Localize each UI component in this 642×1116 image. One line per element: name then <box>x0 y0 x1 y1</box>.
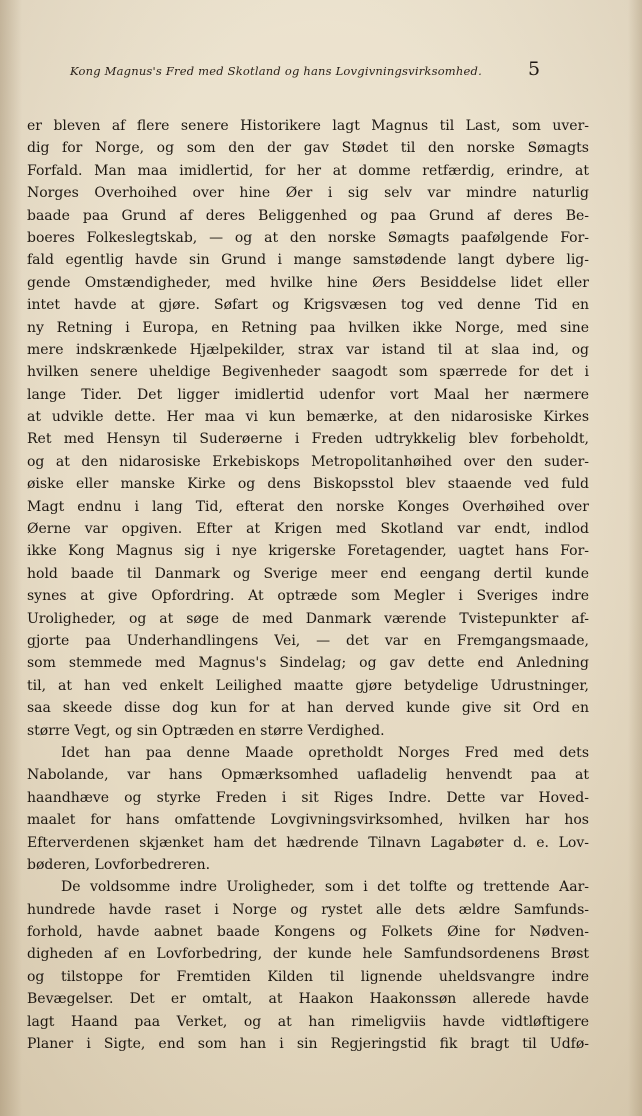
text-line: synes at give Opfordring. At optræde som Megler i Sveriges indre <box>27 588 589 605</box>
text-line: De voldsomme indre Uroligheder, som i det tolfte og trettende Aar- <box>61 879 589 896</box>
text-line: større Vegt, og sin Optræden en større Verdighed. <box>27 722 385 739</box>
text-line: og at den nidarosiske Erkebiskops Metropolitanhøihed over den suder- <box>27 453 589 470</box>
text-line: Idet han paa denne Maade opretholdt Norges Fred med dets <box>61 744 589 761</box>
text-line: intet havde at gjøre. Søfart og Krigsvæsen tog ved denne Tid en <box>27 297 589 314</box>
text-line: haandhæve og styrke Freden i sit Riges Indre. Dette var Hoved- <box>27 789 589 806</box>
text-line: at udvikle dette. Her maa vi kun bemærke, at den nidarosiske Kirkes <box>27 409 589 426</box>
text-line: øiske eller manske Kirke og dens Biskopsstol blev staaende ved fuld <box>27 476 589 493</box>
text-line: er bleven af flere senere Historikere lagt Magnus til Last, som uver- <box>27 118 589 134</box>
text-line: til, at han ved enkelt Leilighed maatte gjøre betydelige Udrustninger, <box>27 677 589 694</box>
text-line: saa skeede disse dog kun for at han derved kunde give sit Ord en <box>27 700 589 717</box>
text-line: Norges Overhoihed over hine Øer i sig selv var mindre naturlig <box>27 185 589 202</box>
text-line: hvilken senere uheldige Begivenheder saagodt som spærrede for det i <box>27 364 589 381</box>
text-line: bøderen, Lovforbedreren. <box>27 856 211 873</box>
text-line: ny Retning i Europa, en Retning paa hvilken ikke Norge, med sine <box>27 319 589 336</box>
text-line: Efterverdenen skjænket ham det hædrende Tilnavn Lagabøter d. e. Lov- <box>27 834 589 851</box>
text-line: hold baade til Danmark og Sverige meer end eengang dertil kunde <box>27 565 589 582</box>
text-line: Bevægelser. Det er omtalt, at Haakon Haakonssøn allerede havde <box>27 991 589 1008</box>
text-line: fald egentlig havde sin Grund i mange samstødende langt dybere lig- <box>27 252 589 269</box>
text-line: Nabolande, var hans Opmærksomhed uafladelig henvendt paa at <box>27 767 589 784</box>
text-line: gjorte paa Underhandlingens Vei, — det var en Fremgangsmaade, <box>27 632 589 649</box>
text-line: boeres Folkeslegtskab, — og at den norske Sømagts paafølgende For- <box>27 229 589 246</box>
text-line: og tilstoppe for Fremtiden Kilden til lignende uheldsvangre indre <box>27 968 589 985</box>
body-text <box>27 115 589 1055</box>
text-line: forhold, havde aabnet baade Kongens og Folkets Øine for Nødven- <box>27 924 589 941</box>
text-line: Forfald. Man maa imidlertid, for her at domme retfærdig, erindre, at <box>27 162 589 179</box>
text-line: Planer i Sigte, end som han i sin Regjeringstid fik bragt til Udfø- <box>27 1036 589 1053</box>
text-line: dig for Norge, og som den der gav Stødet til den norske Sømagts <box>27 140 589 157</box>
text-line: lange Tider. Det ligger imidlertid udenfor vort Maal her nærmere <box>27 386 589 403</box>
text-line: gende Omstændigheder, med hvilke hine Øers Besiddelse lidet eller <box>27 274 589 291</box>
text-line: som stemmede med Magnus's Sindelag; og gav dette end Anledning <box>27 655 589 672</box>
text-line: Magt endnu i lang Tid, efterat den norske Konges Overhøihed over <box>27 498 589 515</box>
running-head: Kong Magnus's Fred med Skotland og hans Lovgivningsvirksomhed. <box>70 64 482 78</box>
text-line: ikke Kong Magnus sig i nye krigerske Foretagender, uagtet hans For- <box>27 543 589 560</box>
text-line: hundrede havde raset i Norge og rystet alle dets ældre Samfunds- <box>27 901 589 918</box>
page-number: 5 <box>528 58 541 80</box>
text-line: lagt Haand paa Verket, og at han rimeligviis havde vidtløftigere <box>27 1013 589 1030</box>
text-line: baade paa Grund af deres Beliggenhed og paa Grund af deres Be- <box>27 207 589 224</box>
text-line: digheden af en Lovforbedring, der kunde hele Samfundsordenens Brøst <box>27 946 589 963</box>
text-line: Ret med Hensyn til Suderøerne i Freden udtrykkelig blev forbeholdt, <box>27 431 589 448</box>
text-line: mere indskrænkede Hjælpekilder, strax var istand til at slaa ind, og <box>27 341 589 358</box>
text-line: maalet for hans omfattende Lovgivningsvirksomhed, hvilken har hos <box>27 812 589 829</box>
text-line: Uroligheder, og at søge de med Danmark værende Tvistepunkter af- <box>27 610 589 627</box>
text-line: Øerne var opgiven. Efter at Krigen med Skotland var endt, indlod <box>27 521 589 538</box>
